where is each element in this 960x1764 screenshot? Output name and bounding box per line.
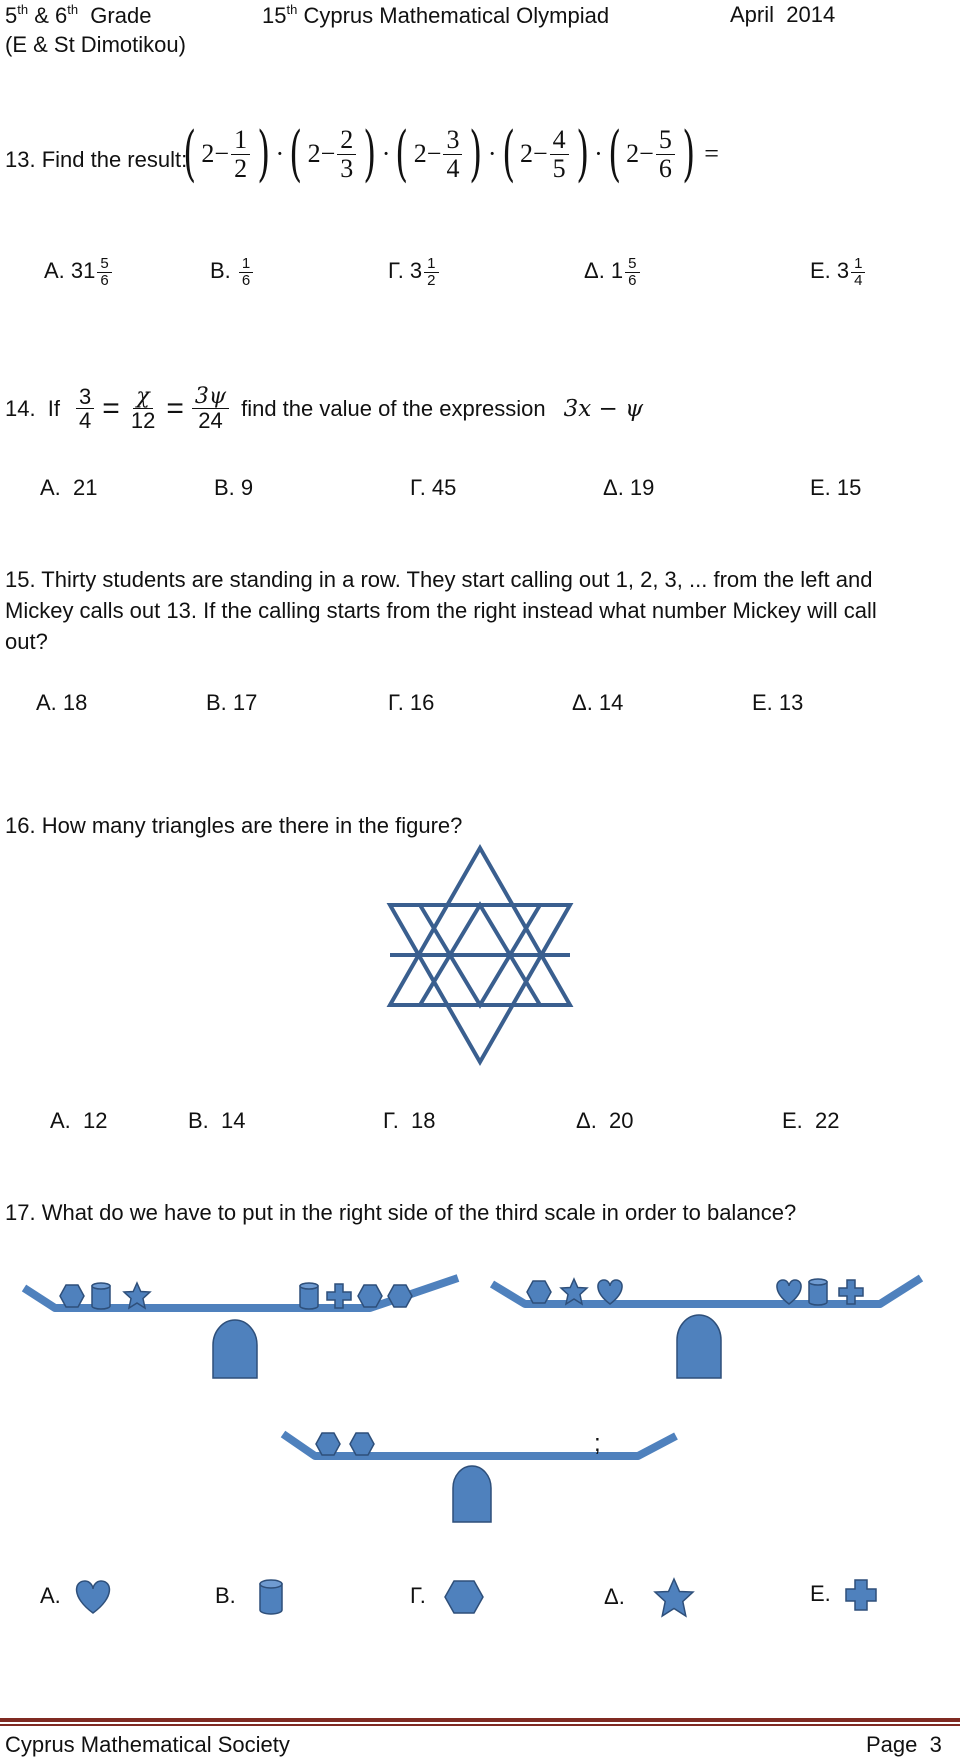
option-cylinder-icon (254, 1577, 288, 1617)
scale-2-fulcrum (677, 1315, 721, 1378)
q17-option-e[interactable]: E. (810, 1577, 879, 1613)
q16-option-b[interactable]: B. 14 (188, 1108, 246, 1133)
footer-rule-thin (0, 1724, 960, 1726)
q17-option-a[interactable]: A. (40, 1577, 113, 1617)
q13-option-b[interactable]: B. $\frac{1}{6}$ (210, 256, 255, 289)
q14-expression: 3x − ψ (563, 395, 644, 422)
scale-1-hexagon-icon-right-1 (358, 1285, 382, 1307)
q15-line-1: 15. Thirty students are standing in a row. They start calling out 1, 2, 3, ... from the left and (5, 567, 873, 592)
q13-label: 13. Find the result: (5, 147, 188, 172)
q16-option-c[interactable]: Γ. 18 (383, 1108, 436, 1133)
q14-statement: 14. If $\frac{3}{4}$ = $\frac{\chi}{12}$ = $\frac{3\psi}{24}$ find the value of the expression 3x − ψ (5, 384, 644, 434)
q15-option-b[interactable]: B. 17 (206, 690, 258, 715)
scale-2-cylinder-icon (809, 1279, 827, 1305)
q13-dot: · (275, 139, 285, 168)
scale-3-hexagon-icon-1 (316, 1433, 340, 1455)
option-heart-icon (73, 1577, 113, 1617)
q13-option-d[interactable]: Δ. 1 $\frac{5}{6}$ (584, 256, 642, 289)
balance-scales-figure (0, 1270, 960, 1540)
scale-1-hexagon-icon-right-2 (388, 1285, 412, 1307)
q17-option-d[interactable]: Δ. (604, 1577, 697, 1619)
scale-3 (283, 1430, 676, 1522)
q13-term-3: ( 2 − $\frac{3}{4}$ ) (395, 119, 483, 189)
scale-2-hexagon-icon (527, 1281, 551, 1303)
q13-term-1: ( 2 − $\frac{1}{2}$ ) (183, 119, 271, 189)
q13-term-5: ( 2 − $\frac{5}{6}$ ) (608, 119, 695, 189)
footer-rule (0, 1718, 960, 1722)
q15-option-a[interactable]: A. 18 (36, 690, 88, 715)
scale-1 (24, 1278, 458, 1378)
header-grade: 5th & 6th Grade (5, 2, 152, 28)
scale-3-unknown: ; (594, 1430, 601, 1457)
q13-dot: · (381, 139, 391, 168)
scale-1-cylinder-icon (92, 1283, 110, 1309)
q15-line-2: Mickey calls out 13. If the calling starts from the right instead what number Mickey will call (5, 598, 877, 623)
option-star-icon (651, 1577, 697, 1619)
q14-option-e[interactable]: E. 15 (810, 475, 862, 500)
footer-page-number: Page 3 (866, 1732, 942, 1757)
footer-society: Cyprus Mathematical Society (5, 1732, 290, 1757)
q16-option-a[interactable]: A. 12 (50, 1108, 108, 1133)
q17-label: 17. What do we have to put in the right side of the third scale in order to balance? (5, 1200, 797, 1225)
q15-option-d[interactable]: Δ. 14 (572, 690, 624, 715)
q15-line-3: out? (5, 629, 48, 654)
header-date: April 2014 (730, 2, 836, 27)
q13-dot: · (487, 139, 497, 168)
scale-1-cylinder-icon-right (300, 1283, 318, 1309)
scale-1-hexagon-icon (60, 1285, 84, 1307)
q17-option-b[interactable]: B. (215, 1577, 288, 1617)
q13-equals: = (704, 139, 719, 168)
q13-option-c[interactable]: Γ. 3 $\frac{1}{2}$ (388, 256, 441, 289)
q14-option-a[interactable]: A. 21 (40, 475, 98, 500)
q13-term-2: ( 2 − $\frac{2}{3}$ ) (289, 119, 377, 189)
q13-expression (178, 119, 719, 189)
figure-triangle-up (390, 848, 570, 1005)
scale-3-hexagon-icon-2 (350, 1433, 374, 1455)
figure-triangle-down (390, 905, 570, 1062)
q13-dot: · (594, 139, 603, 168)
option-hexagon-icon (442, 1577, 486, 1617)
option-cross-icon (843, 1577, 879, 1613)
q14-option-d[interactable]: Δ. 19 (603, 475, 655, 500)
header-olympiad: 15th Cyprus Mathematical Olympiad (262, 2, 610, 28)
q13-option-e[interactable]: E. 3 $\frac{1}{4}$ (810, 256, 867, 289)
q14-option-c[interactable]: Γ. 45 (410, 475, 457, 500)
q15-option-e[interactable]: E. 13 (752, 690, 804, 715)
scale-3-fulcrum (453, 1466, 491, 1522)
q17-option-c[interactable]: Γ. (410, 1577, 486, 1617)
q15-option-c[interactable]: Γ. 16 (388, 690, 435, 715)
q16-option-d[interactable]: Δ. 20 (576, 1108, 634, 1133)
scale-2 (492, 1278, 921, 1378)
star-of-david-figure (380, 840, 580, 1070)
header-grade-sub: (E & St Dimotikou) (5, 32, 186, 57)
q13-option-a[interactable]: A. 31 $\frac{5}{6}$ (44, 256, 114, 289)
q16-option-e[interactable]: E. 22 (782, 1108, 840, 1133)
scale-1-fulcrum (213, 1320, 257, 1378)
q16-label: 16. How many triangles are there in the figure? (5, 813, 463, 838)
q13-term-4: ( 2 − $\frac{4}{5}$ ) (501, 119, 589, 189)
q14-option-b[interactable]: B. 9 (214, 475, 254, 500)
